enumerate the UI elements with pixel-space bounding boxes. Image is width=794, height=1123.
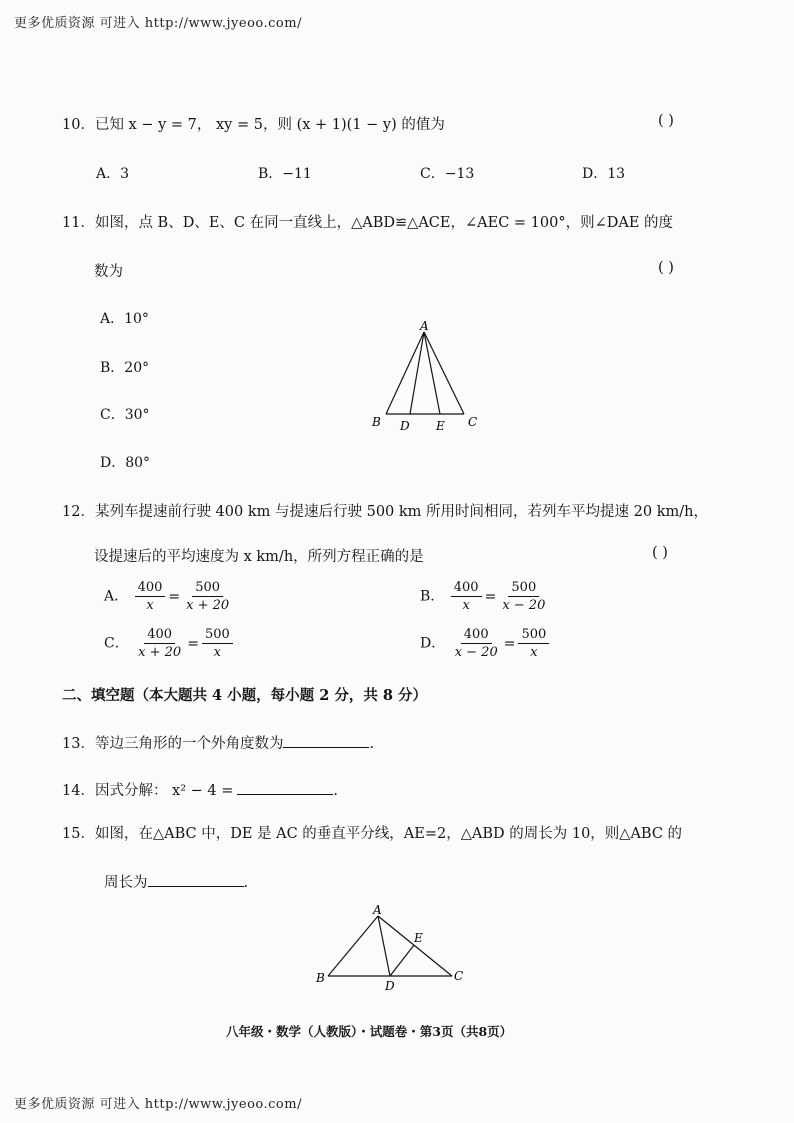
q11-segment-ac: [424, 332, 464, 414]
numerator: 500: [518, 627, 549, 644]
q12-stem-line2: 设提速后的平均速度为 x km/h，所列方程正确的是: [94, 549, 424, 565]
numerator: 400: [135, 580, 166, 597]
q14-text: [62, 779, 338, 800]
numerator: 400: [144, 627, 175, 644]
q14-answer-blank[interactable]: [237, 782, 333, 795]
q12-option-a-left-fraction: [135, 580, 166, 613]
q11-label-a: A: [420, 319, 429, 333]
numerator: 400: [461, 627, 492, 644]
q10-answer-paren: ( ): [658, 113, 674, 129]
page-footer: 八年级・数学（人教版）・试题卷・第3页（共8页）: [226, 1024, 513, 1039]
q11-option-a: A．10°: [100, 311, 149, 327]
q13-period: .: [369, 736, 375, 752]
q15-label-c: C: [454, 969, 464, 983]
q11-segment-ae: [424, 332, 440, 414]
q14-stem: 14．因式分解： x² − 4 =: [62, 783, 234, 799]
denominator: x: [146, 598, 154, 613]
q11-segment-ad: [410, 332, 424, 414]
q13-text: [62, 732, 374, 753]
q11-stem-line1: 11．如图，点 B、D、E、C 在同一直线上，△ABD≌△ACE，∠AEC = 100°，则∠DAE 的度: [62, 215, 674, 231]
q12-option-d-left-fraction: [452, 627, 501, 660]
denominator: x − 20: [502, 598, 546, 613]
q11-stem-line2: 数为: [94, 264, 123, 280]
equals-sign: =: [484, 588, 497, 605]
q10-option-c: C．−13: [420, 166, 475, 182]
q10-stem: 10．已知 x − y = 7， xy = 5，则 (x + 1)(1 − y) 的值为: [62, 117, 445, 133]
q12-option-b: [420, 580, 550, 613]
q15-stem-line1: 15．如图，在△ABC 中，DE 是 AC 的垂直平分线，AE=2，△ABD 的周长为 10，则△ABC 的: [62, 826, 683, 842]
q11-label-e: E: [436, 419, 445, 433]
q10-option-b: B．−11: [258, 166, 312, 182]
q11-answer-paren: ( ): [658, 260, 674, 276]
q11-option-d: D．80°: [100, 455, 151, 471]
q12-option-b-right-fraction: [499, 580, 548, 613]
q15-label-d: D: [385, 979, 395, 992]
q12-option-d: [420, 627, 551, 660]
denominator: x + 20: [186, 598, 230, 613]
q12-option-b-letter: B．: [420, 588, 445, 605]
q15-label-a: A: [373, 903, 382, 917]
denominator: x + 20: [138, 645, 182, 660]
q11-label-d: D: [400, 419, 410, 433]
q11-option-c: C．30°: [100, 407, 150, 423]
denominator: x − 20: [454, 645, 498, 660]
q12-stem-line1: 12．某列车提速前行驶 400 km 与提速后行驶 500 km 所用时间相同，若列车平均提速 20 km/h，: [62, 504, 708, 520]
q12-option-a: [104, 580, 234, 613]
q13-answer-blank[interactable]: [283, 735, 369, 748]
denominator: x: [530, 645, 538, 660]
numerator: 500: [202, 627, 233, 644]
q12-option-c-left-fraction: [135, 627, 184, 660]
q15-period: .: [243, 875, 249, 891]
denominator: x: [213, 645, 222, 660]
numerator: 400: [451, 580, 482, 597]
q12-option-c-letter: C．: [104, 635, 129, 652]
q11-label-b: B: [372, 415, 381, 429]
q15-segment-ab: [328, 916, 378, 976]
equals-sign: =: [503, 635, 516, 652]
equals-sign: =: [168, 588, 181, 605]
numerator: 500: [508, 580, 539, 597]
q15-stem-line2: [104, 871, 248, 892]
q12-option-c: [104, 627, 235, 660]
q15-answer-blank[interactable]: [148, 874, 244, 887]
q12-option-a-right-fraction: [183, 580, 232, 613]
q15-triangle-figure: [310, 900, 480, 992]
q11-label-c: C: [468, 415, 478, 429]
q12-option-a-letter: A．: [104, 588, 129, 605]
q12-option-d-right-fraction: [518, 627, 549, 660]
q12-answer-paren: ( ): [652, 545, 668, 561]
q11-option-b: B．20°: [100, 360, 150, 376]
q15-stem: 周长为: [104, 875, 148, 891]
q12-option-d-letter: D．: [420, 635, 446, 652]
equals-sign: =: [187, 635, 199, 652]
q14-period: .: [333, 783, 339, 799]
header-watermark: 更多优质资源 可进入 http://www.jyeoo.com/: [14, 16, 302, 31]
q11-segment-ab: [386, 332, 424, 414]
q13-stem: 13．等边三角形的一个外角度数为: [62, 736, 284, 752]
q12-option-c-right-fraction: [202, 627, 233, 660]
q15-label-b: B: [316, 971, 325, 985]
bottom-watermark: 更多优质资源 可进入 http://www.jyeoo.com/: [14, 1097, 302, 1112]
q10-option-a: A．3: [96, 166, 130, 182]
numerator: 500: [192, 580, 223, 597]
q10-option-d: D．13: [582, 166, 626, 182]
q15-segment-de: [390, 945, 414, 976]
denominator: x: [462, 598, 470, 613]
section2-title: 二、填空题（本大题共 4 小题，每小题 2 分，共 8 分）: [62, 687, 428, 704]
q15-segment-ac: [378, 916, 452, 976]
q15-label-e: E: [414, 931, 423, 945]
q12-option-b-left-fraction: [451, 580, 482, 613]
q11-triangle-figure: [360, 318, 500, 438]
